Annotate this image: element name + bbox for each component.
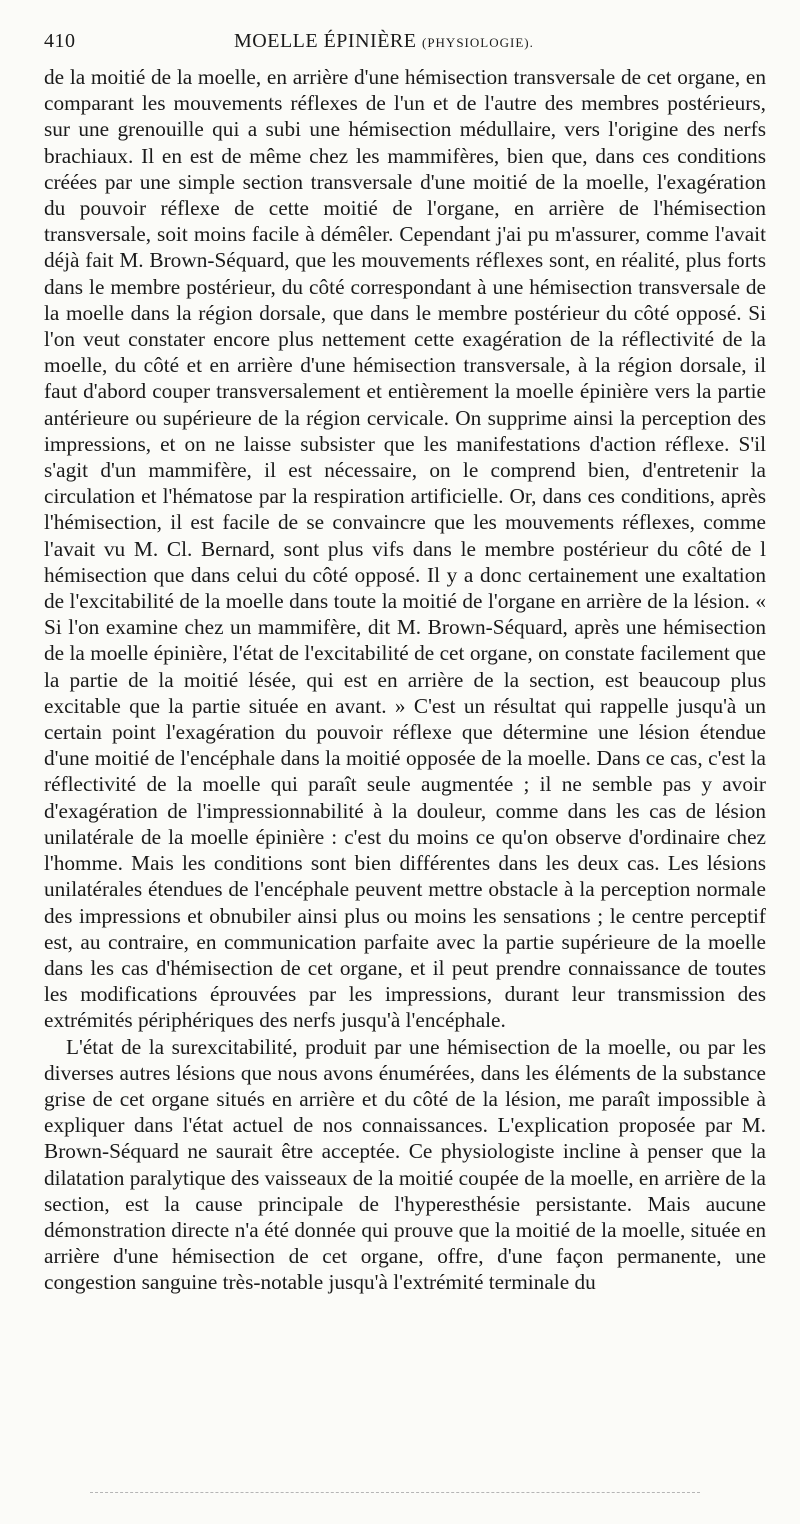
body-paragraph-1: de la moitié de la moelle, en arrière d'une hémisection transversale de cet organe, en comparant les mouvements réflexes de l'un et de l'autre des membres postérieurs, sur une grenouille qui a subi une hémisection médullaire, vers l'origine des nerfs brachiaux. Il en est de même chez les mammifères, bien que, dans ces conditions créées par une simple section transversale d'une moitié de la moelle, l'exagération du pouvoir réflexe de cette moitié de l'organe, en arrière de l'hémisection transversale, soit moins facile à démêler. Cependant j'ai pu m'assurer, comme l'avait déjà fait M. Brown-Séquard, que les mouvements réflexes sont, en réalité, plus forts dans le membre postérieur, du côté correspondant à une hémisection transversale de la moelle dans la région dorsale, que dans le membre postérieur du côté opposé. Si l'on veut constater encore plus nettement cette exagération de la réflectivité de la moelle, du côté et en arrière d'une hémisection transversale, à la région dorsale, il faut d'abord couper transversalement et entièrement la moelle épinière vers la partie antérieure ou supérieure de la région cervicale. On supprime ainsi la perception des impressions, et on ne laisse subsister que les manifestations d'action réflexe. S'il s'agit d'un mammifère, il est nécessaire, on le comprend bien, d'entretenir la circulation et l'hématose par la respiration artificielle. Or, dans ces conditions, après l'hémisection, il est facile de se convaincre que les mouvements réflexes, comme l'avait vu M. Cl. Bernard, sont plus vifs dans le membre postérieur du côté de l hémisection que dans celui du côté opposé. Il y a donc certainement une exaltation de l'excitabilité de la moelle dans toute la moitié de l'organe en arrière de la lésion. « Si l'on examine chez un mammifère, dit M. Brown-Séquard, après une hémisection de la moelle épinière, l'état de l'excitabilité de cet organe, on constate facilement que la partie de la moitié lésée, qui est en arrière de la section, est beaucoup plus excitable que la partie située en avant. » C'est un résultat qui rappelle jusqu'à un certain point l'exagération du pouvoir réflexe que détermine une lésion étendue d'une moitié de l'encéphale dans la moitié opposée de la moelle. Dans ce cas, c'est la réflectivité de la moelle qui paraît seule augmentée ; il ne semble pas y avoir d'exagération de l'impressionnabilité à la douleur, comme dans les cas de lésion unilatérale de la moelle épinière : c'est du moins ce qu'on observe d'ordinaire chez l'homme. Mais les conditions sont bien différentes dans les deux cas. Les lésions unilatérales étendues de l'encéphale peuvent mettre obstacle à la perception normale des impressions et obnubiler ainsi plus ou moins les sensations ; le centre perceptif est, au contraire, en communication parfaite avec la partie supérieure de la moelle dans les cas d'hémisection de cet organe, et il peut prendre connaissance de toutes les modifications éprouvées par les impressions, durant leur transmission des extrémités périphériques des nerfs jusqu'à l'encéphale. [44, 65, 766, 1033]
footer-rule [90, 1492, 700, 1493]
running-title [234, 30, 534, 53]
page [44, 30, 766, 1296]
body-paragraph-2: L'état de la surexcitabilité, produit par une hémisection de la moelle, ou par les diverses autres lésions que nous avons énumérées, dans les éléments de la substance grise de cet organe situés en arrière et du côté de la lésion, me paraît impossible à expliquer dans l'état actuel de nos connaissances. L'explication proposée par M. Brown-Séquard ne saurait être acceptée. Ce physiologiste incline à penser que la dilatation paralytique des vaisseaux de la moitié coupée de la moelle, en arrière de la section, est la cause principale de l'hyperesthésie persistante. Mais aucune démonstration directe n'a été donnée qui prouve que la moitié de la moelle, située en arrière d'une hémisection de cet organe, offre, d'une façon permanente, une congestion sanguine très-notable jusqu'à l'extrémité terminale du [44, 1034, 767, 1295]
running-header [44, 30, 766, 64]
running-title-main: MOELLE ÉPINIÈRE [234, 30, 417, 52]
running-title-subtitle: (PHYSIOLOGIE). [421, 35, 534, 50]
page-number: 410 [44, 30, 76, 52]
